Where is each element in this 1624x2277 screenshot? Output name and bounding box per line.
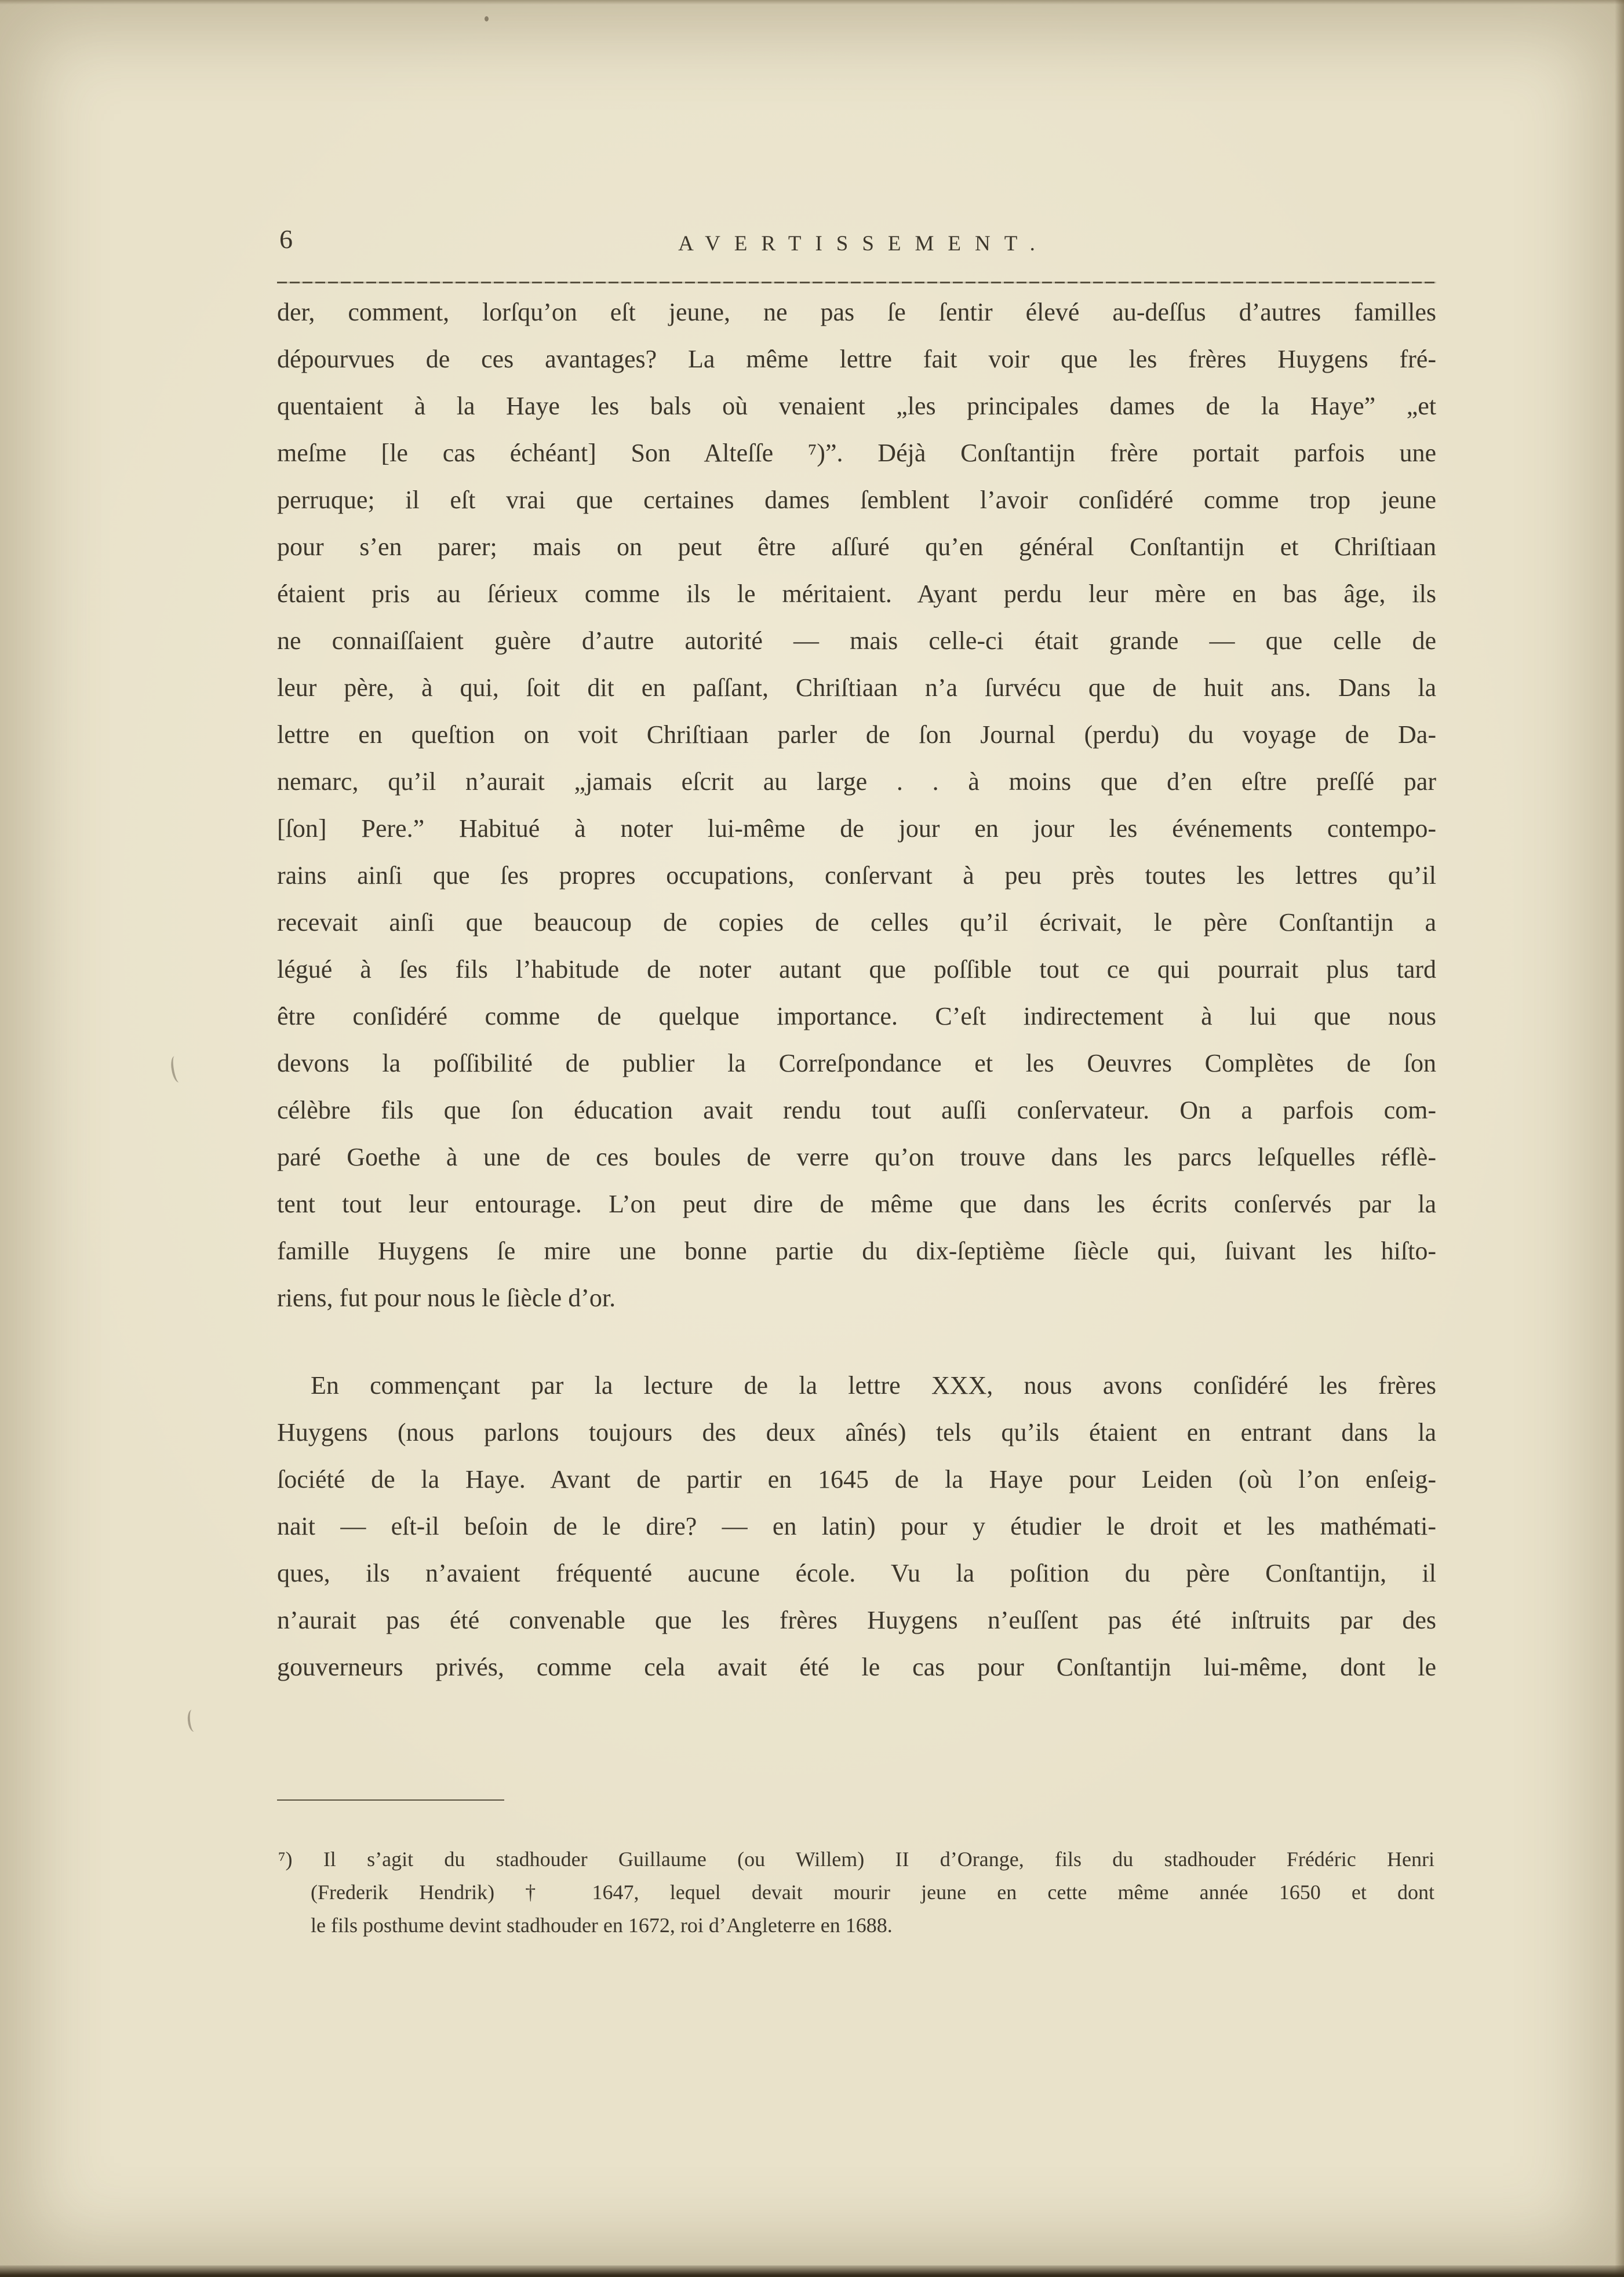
scan-artifact — [187, 1709, 199, 1732]
text-line: quentaient à la Haye les bals où venaient „les principales dames de la Haye” „et — [277, 392, 1436, 420]
page-number: 6 — [279, 224, 293, 254]
scan-artifact — [485, 16, 489, 21]
text-line: En commençant par la lecture de la lettre XXX, nous avons conſidéré les frères — [311, 1371, 1436, 1400]
scan-edge-right — [1615, 0, 1624, 2277]
header-rule — [277, 282, 1436, 283]
text-line: meſme [le cas échéant] Son Alteſſe ⁷)”. Déjà Conſtantijn frère portait parfois une — [277, 439, 1436, 467]
text-line: lettre en queſtion on voit Chriſtiaan parler de ſon Journal (perdu) du voyage de Da- — [277, 720, 1436, 749]
text-line: recevait ainſi que beaucoup de copies de celles qu’il écrivait, le père Conſtantijn a — [277, 908, 1436, 937]
footnote-line: ⁷) Il s’agit du stadhouder Guillaume (ou Willem) II d’Orange, fils du stadhouder Frédéric Henri — [278, 1848, 1434, 1871]
text-line: famille Huygens ſe mire une bonne partie du dix-ſeptième ſiècle qui, ſuivant les hiſto- — [277, 1237, 1436, 1265]
paragraph-2 — [277, 1362, 1436, 1691]
text-line: perruque; il eſt vrai que certaines dames ſemblent l’avoir conſidéré comme trop jeune — [277, 486, 1436, 514]
text-line: pour s’en parer; mais on peut être aſſuré qu’en général Conſtantijn et Chriſtiaan — [277, 533, 1436, 561]
footnote-text — [278, 1843, 1434, 1942]
text-line: [ſon] Pere.” Habitué à noter lui-même de jour en jour les événements contempo- — [277, 814, 1436, 843]
scan-edge-bottom — [0, 2265, 1624, 2277]
text-line: n’aurait pas été convenable que les frères Huygens n’euſſent pas été inſtruits par des — [277, 1606, 1436, 1634]
text-line: nemarc, qu’il n’aurait „jamais eſcrit au large . . à moins que d’en eſtre preſſé par — [277, 767, 1436, 796]
text-line: riens, fut pour nous le ſiècle d’or. — [277, 1284, 616, 1312]
text-line: étaient pris au ſérieux comme ils le méritaient. Ayant perdu leur mère en bas âge, ils — [277, 580, 1436, 608]
text-line: ſociété de la Haye. Avant de partir en 1645 de la Haye pour Leiden (où l’on enſeig- — [277, 1465, 1436, 1493]
text-line: der, comment, lorſqu’on eſt jeune, ne pas ſe ſentir élevé au-deſſus d’autres familles — [277, 298, 1436, 326]
body-text — [277, 289, 1436, 1691]
text-line: être conſidéré comme de quelque importance. C’eſt indirectement à lui que nous — [277, 1002, 1436, 1030]
text-line: ques, ils n’avaient fréquenté aucune école. Vu la poſition du père Conſtantijn, il — [277, 1559, 1436, 1587]
text-line: devons la poſſibilité de publier la Correſpondance et les Oeuvres Complètes de ſon — [277, 1049, 1436, 1077]
text-line: dépourvues de ces avantages? La même lettre fait voir que les frères Huygens fré- — [277, 345, 1436, 373]
footnote-line: (Frederik Hendrik) † 1647, lequel devait mourir jeune en cette même année 1650 et dont — [311, 1881, 1434, 1904]
text-line: célèbre fils que ſon éducation avait rendu tout auſſi conſervateur. On a parfois com- — [277, 1096, 1436, 1124]
text-line: leur père, à qui, ſoit dit en paſſant, Chriſtiaan n’a ſurvécu que de huit ans. Dans la — [277, 673, 1436, 702]
footnote-rule — [277, 1799, 504, 1801]
paragraph-1 — [277, 289, 1436, 1321]
text-line: paré Goethe à une de ces boules de verre qu’on trouve dans les parcs leſquelles réflè- — [277, 1143, 1436, 1171]
text-line: nait — eſt-il beſoin de le dire? — en latin) pour y étudier le droit et les mathémati- — [277, 1512, 1436, 1540]
text-line: rains ainſi que ſes propres occupations, conſervant à peu près toutes les lettres qu’il — [277, 861, 1436, 890]
text-line: tent tout leur entourage. L’on peut dire de même que dans les écrits conſervés par la — [277, 1190, 1436, 1218]
scan-artifact — [169, 1055, 184, 1083]
text-line: ne connaiſſaient guère d’autre autorité — mais celle-ci était grande — que celle de — [277, 626, 1436, 655]
running-header: AVERTISSEMENT. — [678, 232, 1049, 256]
text-line: gouverneurs privés, comme cela avait été le cas pour Conſtantijn lui-même, dont le — [277, 1653, 1436, 1681]
text-line: légué à ſes fils l’habitude de noter autant que poſſible tout ce qui pourrait plus tard — [277, 955, 1436, 983]
text-line: Huygens (nous parlons toujours des deux aînés) tels qu’ils étaient en entrant dans la — [277, 1418, 1436, 1447]
footnote-line: le fils posthume devint stadhouder en 1672, roi d’Angleterre en 1688. — [311, 1914, 893, 1937]
scan-edge-top — [0, 0, 1624, 5]
